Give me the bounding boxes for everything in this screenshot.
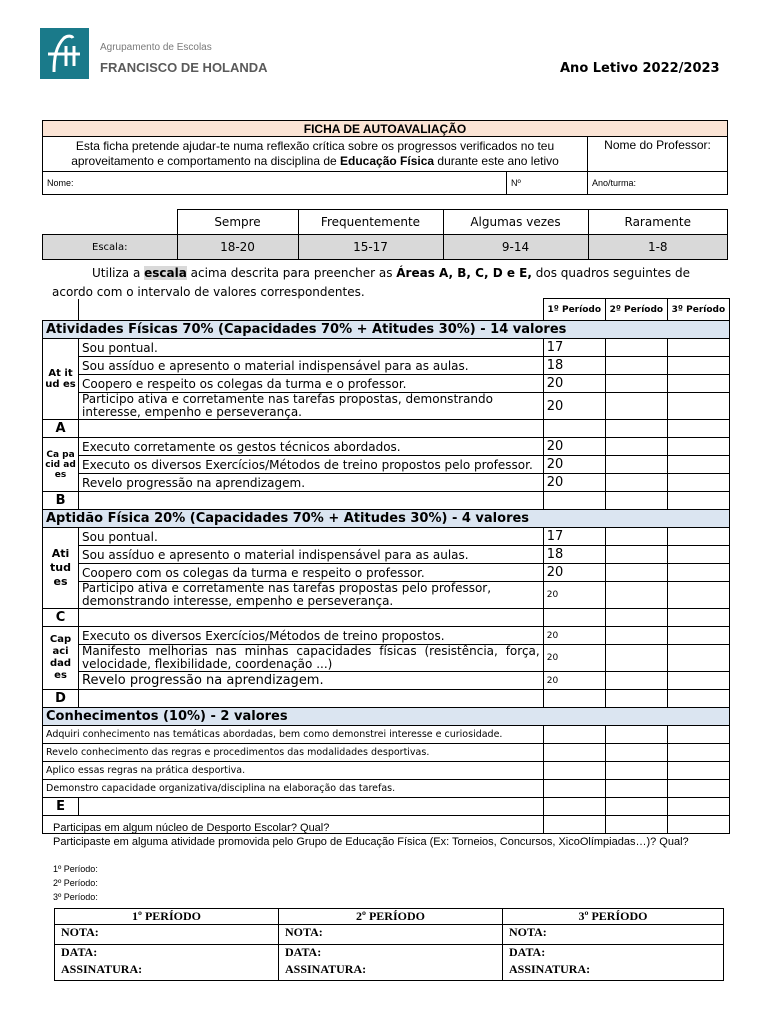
grade-cell[interactable] xyxy=(605,672,667,690)
grade-cell[interactable] xyxy=(605,744,667,762)
criterion-text: Sou pontual. xyxy=(79,528,544,546)
grade-cell[interactable] xyxy=(605,438,667,456)
grade-cell[interactable] xyxy=(605,780,667,798)
school-group-label: Agrupamento de Escolas xyxy=(100,42,212,53)
area-total[interactable] xyxy=(543,492,605,510)
grade-cell[interactable] xyxy=(667,744,729,762)
area-total[interactable] xyxy=(543,798,605,816)
grade-cell[interactable] xyxy=(667,339,729,357)
grade-cell[interactable] xyxy=(667,474,729,492)
grade-cell[interactable]: 18 xyxy=(543,357,605,375)
area-letter: D xyxy=(43,690,79,708)
grade-cell[interactable] xyxy=(543,780,605,798)
section-title: Atividades Físicas 70% (Capacidades 70% + Atitudes 30%) - 14 valores xyxy=(43,321,730,339)
area-total[interactable] xyxy=(543,690,605,708)
grade-cell[interactable] xyxy=(605,339,667,357)
scale-value: 18-20 xyxy=(177,235,298,260)
grade-cell[interactable] xyxy=(667,645,729,672)
nota-field[interactable]: NOTA: xyxy=(55,925,279,945)
question-desporto-escolar: Participas em algum núcleo de Desporto Escolar? Qual? xyxy=(53,822,330,834)
instruction-text: Utiliza a escala acima descrita para preencher as Áreas A, B, C, D e E, dos quadros seguintes de acordo com o intervalo de valores correspondentes. xyxy=(52,266,690,299)
signature-period-header: 1º PERÍODO xyxy=(55,909,279,925)
grade-cell[interactable] xyxy=(667,393,729,420)
school-year: Ano Letivo 2022/2023 xyxy=(560,61,720,76)
signature-period-header: 2º PERÍODO xyxy=(279,909,503,925)
student-number-field[interactable]: Nº xyxy=(507,172,588,195)
grade-cell[interactable] xyxy=(543,726,605,744)
period-header: 3º Período xyxy=(667,299,729,321)
area-total[interactable] xyxy=(605,492,667,510)
ficha-description: Esta ficha pretende ajudar-te numa reflexão crítica sobre os progressos verificados no teu aproveitamento e comportamento na disciplina de Educação Física durante este ano letivo xyxy=(43,137,588,172)
grade-cell[interactable] xyxy=(667,726,729,744)
grade-cell[interactable] xyxy=(667,564,729,582)
nota-field[interactable]: NOTA: xyxy=(503,925,724,945)
class-field[interactable]: Ano/turma: xyxy=(588,172,728,195)
grade-cell[interactable] xyxy=(667,582,729,609)
criterion-text: Revelo progressão na aprendizagem. xyxy=(79,474,544,492)
grade-cell[interactable]: 20 xyxy=(543,438,605,456)
scale-header: Raramente xyxy=(588,210,728,235)
scale-value: 1-8 xyxy=(588,235,728,260)
criterion-text: Participo ativa e corretamente nas tarefas propostas pelo professor, demonstrando interesse, empenho e perseverança. xyxy=(79,582,544,609)
data-signature-field[interactable]: DATA: ASSINATURA: xyxy=(279,945,503,981)
period-answer-label: 1º Período: xyxy=(53,864,98,874)
ficha-header-table xyxy=(42,120,728,195)
criterion-text: Revelo conhecimento das regras e procedimentos das modalidades desportivas. xyxy=(43,744,544,762)
grade-cell[interactable] xyxy=(667,546,729,564)
period-header: 1º Período xyxy=(543,299,605,321)
group-label: At it ud es xyxy=(43,339,79,420)
section-title: Aptidão Física 20% (Capacidades 70% + Atitudes 30%) - 4 valores xyxy=(43,510,730,528)
ficha-title: FICHA DE AUTOAVALIAÇÃO xyxy=(43,121,728,137)
area-total[interactable] xyxy=(543,420,605,438)
scale-value: 15-17 xyxy=(298,235,443,260)
criterion-text: Manifesto melhorias nas minhas capacidades físicas (resistência, força, velocidade, flexibilidade, coordenação ...) xyxy=(79,645,544,672)
grade-cell[interactable] xyxy=(605,456,667,474)
scale-header: Algumas vezes xyxy=(443,210,588,235)
criterion-text: Sou assíduo e apresento o material indispensável para as aulas. xyxy=(79,357,544,375)
student-name-field[interactable]: Nome: xyxy=(43,172,507,195)
criterion-text: Participo ativa e corretamente nas tarefas propostas, demonstrando interesse, empenho e perseverança. xyxy=(79,393,544,420)
scale-header: Frequentemente xyxy=(298,210,443,235)
grade-cell[interactable] xyxy=(605,474,667,492)
grade-cell[interactable] xyxy=(605,528,667,546)
grade-cell[interactable] xyxy=(605,393,667,420)
area-total[interactable] xyxy=(543,609,605,627)
scale-label: Escala: xyxy=(43,235,178,260)
grade-cell[interactable] xyxy=(667,528,729,546)
signature-period-header: 3º PERÍODO xyxy=(503,909,724,925)
nota-field[interactable]: NOTA: xyxy=(279,925,503,945)
area-total[interactable] xyxy=(667,492,729,510)
criterion-text: Sou assíduo e apresento o material indispensável para as aulas. xyxy=(79,546,544,564)
area-total[interactable] xyxy=(667,420,729,438)
area-letter: A xyxy=(43,420,79,438)
grade-cell[interactable] xyxy=(605,357,667,375)
evaluation-table xyxy=(42,298,730,834)
grade-cell[interactable] xyxy=(667,780,729,798)
period-header: 2º Período xyxy=(605,299,667,321)
period-answer-label: 2º Período: xyxy=(53,878,98,888)
grade-cell[interactable] xyxy=(667,672,729,690)
school-logo xyxy=(40,28,89,79)
grade-cell[interactable]: 17 xyxy=(543,339,605,357)
grade-cell[interactable] xyxy=(543,762,605,780)
area-letter: B xyxy=(43,492,79,510)
school-name: FRANCISCO DE HOLANDA xyxy=(100,60,268,75)
area-total[interactable] xyxy=(605,420,667,438)
grade-cell[interactable]: 18 xyxy=(543,546,605,564)
grade-cell[interactable] xyxy=(667,627,729,645)
grade-cell[interactable]: 20 xyxy=(543,474,605,492)
criterion-text: Demonstro capacidade organizativa/disciplina na elaboração das tarefas. xyxy=(43,780,544,798)
area-total[interactable] xyxy=(667,609,729,627)
grade-cell[interactable]: 20 xyxy=(543,375,605,393)
grade-cell[interactable] xyxy=(667,456,729,474)
grade-cell[interactable] xyxy=(543,744,605,762)
criterion-text: Adquiri conhecimento nas temáticas abordadas, bem como demonstrei interesse e curiosidade. xyxy=(43,726,544,744)
criterion-text: Aplico essas regras na prática desportiva. xyxy=(43,762,544,780)
area-letter: C xyxy=(43,609,79,627)
grade-cell[interactable]: 20 xyxy=(543,582,605,609)
area-total[interactable] xyxy=(605,798,667,816)
grade-cell[interactable]: 17 xyxy=(543,528,605,546)
criterion-text: Coopero com os colegas da turma e respeito o professor. xyxy=(79,564,544,582)
grade-cell[interactable] xyxy=(605,645,667,672)
grade-cell[interactable]: 20 xyxy=(543,564,605,582)
data-signature-field[interactable]: DATA: ASSINATURA: xyxy=(503,945,724,981)
scale-corner xyxy=(43,210,178,235)
scale-value: 9-14 xyxy=(443,235,588,260)
grade-cell[interactable]: 20 xyxy=(543,456,605,474)
area-total[interactable] xyxy=(667,690,729,708)
area-total[interactable] xyxy=(605,690,667,708)
scale-header: Sempre xyxy=(177,210,298,235)
question-atividade: Participaste em alguma atividade promovida pelo Grupo de Educação Física (Ex: Torneios, Concursos, XicoOlímpiadas…)? Qual? xyxy=(53,836,689,848)
criterion-text: Sou pontual. xyxy=(79,339,544,357)
grade-cell[interactable] xyxy=(667,762,729,780)
criterion-text: Revelo progressão na aprendizagem. xyxy=(79,672,544,690)
area-letter: E xyxy=(43,798,79,816)
grade-cell[interactable]: 20 xyxy=(543,627,605,645)
grade-cell[interactable] xyxy=(605,375,667,393)
professor-name-field[interactable]: Nome do Professor: xyxy=(588,137,728,172)
area-total[interactable] xyxy=(667,798,729,816)
scale-table xyxy=(42,209,728,260)
group-label: Cap aci dad es xyxy=(43,627,79,690)
grade-cell[interactable] xyxy=(605,582,667,609)
grade-cell[interactable]: 20 xyxy=(543,672,605,690)
grade-cell[interactable] xyxy=(667,438,729,456)
grade-cell[interactable] xyxy=(605,627,667,645)
group-label: Ati tud es xyxy=(43,528,79,609)
period-answer-label: 3º Período: xyxy=(53,892,98,902)
criterion-text: Executo os diversos Exercícios/Métodos de treino propostos. xyxy=(79,627,544,645)
area-total[interactable] xyxy=(605,609,667,627)
grade-cell[interactable]: 20 xyxy=(543,645,605,672)
grade-cell[interactable] xyxy=(605,762,667,780)
grade-cell[interactable] xyxy=(605,564,667,582)
grade-cell[interactable] xyxy=(605,726,667,744)
group-label: Ca pa cid ad es xyxy=(43,438,79,492)
grade-cell[interactable]: 20 xyxy=(543,393,605,420)
signature-table xyxy=(54,908,724,981)
criterion-text: Executo os diversos Exercícios/Métodos de treino propostos pelo professor. xyxy=(79,456,544,474)
criterion-text: Coopero e respeito os colegas da turma e o professor. xyxy=(79,375,544,393)
grade-cell[interactable] xyxy=(667,375,729,393)
grade-cell[interactable] xyxy=(667,357,729,375)
criterion-text: Executo corretamente os gestos técnicos abordados. xyxy=(79,438,544,456)
grade-cell[interactable] xyxy=(605,546,667,564)
section-title: Conhecimentos (10%) - 2 valores xyxy=(43,708,730,726)
data-signature-field[interactable]: DATA: ASSINATURA: xyxy=(55,945,279,981)
